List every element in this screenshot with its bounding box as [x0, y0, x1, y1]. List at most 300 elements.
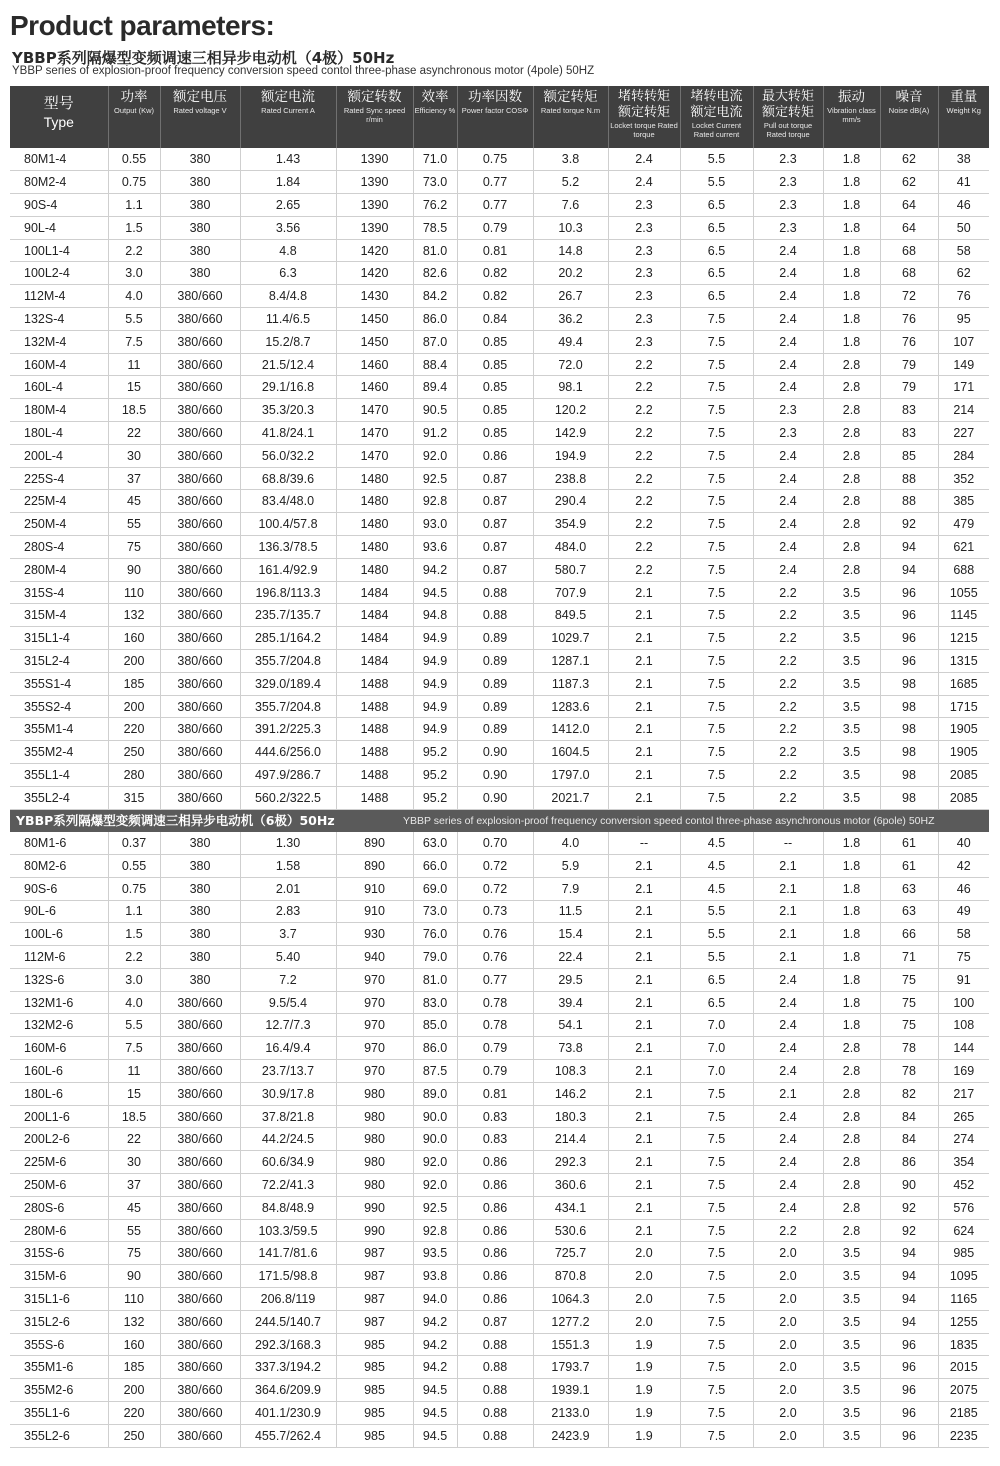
header-output: 功率 Output (Kw)	[108, 86, 160, 148]
model-cell: 80M2-6	[10, 854, 108, 877]
value-cell: 90.0	[413, 1128, 457, 1151]
value-cell: 380/660	[160, 330, 240, 353]
value-cell: 3.5	[823, 1424, 880, 1447]
value-cell: 2.4	[753, 1196, 823, 1219]
value-cell: 3.5	[823, 1288, 880, 1311]
value-cell: 79	[880, 353, 938, 376]
value-cell: 169	[938, 1060, 989, 1083]
value-cell: 94.5	[413, 1379, 457, 1402]
value-cell: 1412.0	[533, 718, 608, 741]
value-cell: 94.5	[413, 1424, 457, 1447]
value-cell: 214	[938, 399, 989, 422]
value-cell: 72.0	[533, 353, 608, 376]
table-row	[10, 171, 989, 194]
value-cell: 7.5	[680, 1265, 753, 1288]
model-cell: 250M-4	[10, 513, 108, 536]
value-cell: 444.6/256.0	[240, 741, 336, 764]
model-cell: 100L2-4	[10, 262, 108, 285]
value-cell: 2.01	[240, 877, 336, 900]
value-cell: 7.5	[680, 399, 753, 422]
value-cell: 0.85	[457, 376, 533, 399]
value-cell: 380/660	[160, 1151, 240, 1174]
value-cell: 0.89	[457, 672, 533, 695]
value-cell: 94	[880, 1265, 938, 1288]
value-cell: 5.5	[680, 900, 753, 923]
table-row	[10, 854, 989, 877]
value-cell: 1.8	[823, 216, 880, 239]
model-cell: 80M1-6	[10, 832, 108, 855]
value-cell: 1460	[336, 376, 413, 399]
value-cell: 7.0	[680, 1014, 753, 1037]
value-cell: 2.0	[753, 1265, 823, 1288]
value-cell: 2.4	[753, 353, 823, 376]
value-cell: 380/660	[160, 1105, 240, 1128]
value-cell: 337.3/194.2	[240, 1356, 336, 1379]
value-cell: 0.75	[108, 877, 160, 900]
value-cell: 1.8	[823, 923, 880, 946]
value-cell: 0.87	[457, 558, 533, 581]
value-cell: 6.5	[680, 239, 753, 262]
value-cell: 95.2	[413, 764, 457, 787]
value-cell: 72.2/41.3	[240, 1174, 336, 1197]
value-cell: 92.8	[413, 1219, 457, 1242]
value-cell: 6.5	[680, 194, 753, 217]
value-cell: 380/660	[160, 991, 240, 1014]
value-cell: 94.2	[413, 1333, 457, 1356]
value-cell: 220	[108, 718, 160, 741]
value-cell: 4.0	[108, 285, 160, 308]
table-row	[10, 148, 989, 171]
value-cell: 87.0	[413, 330, 457, 353]
value-cell: 171	[938, 376, 989, 399]
value-cell: 1488	[336, 764, 413, 787]
value-cell: 2.8	[823, 1128, 880, 1151]
value-cell: 0.85	[457, 399, 533, 422]
value-cell: 7.5	[680, 490, 753, 513]
value-cell: 1488	[336, 672, 413, 695]
value-cell: 68.8/39.6	[240, 467, 336, 490]
value-cell: 180.3	[533, 1105, 608, 1128]
section-6pole	[10, 809, 989, 832]
value-cell: 2.4	[753, 513, 823, 536]
value-cell: 380/660	[160, 650, 240, 673]
value-cell: 380/660	[160, 399, 240, 422]
value-cell: 30	[108, 1151, 160, 1174]
value-cell: 3.5	[823, 627, 880, 650]
value-cell: 66.0	[413, 854, 457, 877]
value-cell: 1470	[336, 399, 413, 422]
table-row	[10, 1424, 989, 1447]
value-cell: 380/660	[160, 581, 240, 604]
table-header-row	[10, 86, 989, 148]
value-cell: 1480	[336, 558, 413, 581]
value-cell: 2.4	[753, 1105, 823, 1128]
value-cell: 78	[880, 1037, 938, 1060]
value-cell: 94.0	[413, 1288, 457, 1311]
value-cell: 200	[108, 1379, 160, 1402]
value-cell: 0.88	[457, 1402, 533, 1425]
value-cell: 2.4	[753, 490, 823, 513]
value-cell: 2.3	[608, 239, 680, 262]
table-row	[10, 1151, 989, 1174]
value-cell: 10.3	[533, 216, 608, 239]
value-cell: 970	[336, 991, 413, 1014]
value-cell: 6.5	[680, 216, 753, 239]
value-cell: 380/660	[160, 695, 240, 718]
value-cell: 985	[336, 1356, 413, 1379]
value-cell: 96	[880, 1379, 938, 1402]
value-cell: 5.9	[533, 854, 608, 877]
value-cell: 2.2	[753, 1219, 823, 1242]
value-cell: 0.73	[457, 900, 533, 923]
value-cell: 100.4/57.8	[240, 513, 336, 536]
value-cell: 1715	[938, 695, 989, 718]
value-cell: 0.86	[457, 1219, 533, 1242]
value-cell: 18.5	[108, 1105, 160, 1128]
value-cell: 11	[108, 353, 160, 376]
value-cell: 380	[160, 900, 240, 923]
value-cell: 0.86	[457, 1151, 533, 1174]
table-row	[10, 877, 989, 900]
value-cell: 1.8	[823, 946, 880, 969]
model-cell: 355M1-6	[10, 1356, 108, 1379]
value-cell: 96	[880, 627, 938, 650]
value-cell: 3.5	[823, 650, 880, 673]
value-cell: 4.8	[240, 239, 336, 262]
value-cell: 110	[108, 1288, 160, 1311]
value-cell: 7.5	[680, 672, 753, 695]
value-cell: 530.6	[533, 1219, 608, 1242]
value-cell: 1420	[336, 262, 413, 285]
value-cell: 0.75	[457, 148, 533, 171]
value-cell: 36.2	[533, 308, 608, 331]
model-cell: 112M-6	[10, 946, 108, 969]
value-cell: 214.4	[533, 1128, 608, 1151]
value-cell: 2.2	[753, 786, 823, 809]
value-cell: 380/660	[160, 1310, 240, 1333]
value-cell: 7.5	[680, 718, 753, 741]
value-cell: 92.0	[413, 1151, 457, 1174]
value-cell: 0.78	[457, 1014, 533, 1037]
value-cell: 2.2	[608, 467, 680, 490]
value-cell: 2.2	[608, 536, 680, 559]
value-cell: 2.1	[753, 900, 823, 923]
value-cell: 1287.1	[533, 650, 608, 673]
value-cell: 1390	[336, 148, 413, 171]
value-cell: 2.0	[753, 1402, 823, 1425]
value-cell: 990	[336, 1196, 413, 1219]
value-cell: 7.5	[108, 1037, 160, 1060]
value-cell: 22.4	[533, 946, 608, 969]
value-cell: 1215	[938, 627, 989, 650]
value-cell: 2.4	[753, 1128, 823, 1151]
value-cell: 90	[108, 1265, 160, 1288]
value-cell: 3.5	[823, 1356, 880, 1379]
value-cell: 0.88	[457, 1424, 533, 1447]
table-row	[10, 1219, 989, 1242]
value-cell: 985	[938, 1242, 989, 1265]
value-cell: 6.5	[680, 991, 753, 1014]
value-cell: 62	[938, 262, 989, 285]
value-cell: 73.0	[413, 900, 457, 923]
value-cell: 380	[160, 923, 240, 946]
page-title: Product parameters:	[10, 10, 275, 41]
value-cell: 2.1	[608, 1037, 680, 1060]
value-cell: 380/660	[160, 490, 240, 513]
value-cell: 2.1	[753, 854, 823, 877]
value-cell: 86.0	[413, 1037, 457, 1060]
value-cell: 2.0	[753, 1242, 823, 1265]
value-cell: 2.1	[608, 786, 680, 809]
value-cell: 94	[880, 1288, 938, 1311]
value-cell: 4.0	[108, 991, 160, 1014]
model-cell: 160M-6	[10, 1037, 108, 1060]
value-cell: 0.90	[457, 764, 533, 787]
value-cell: 380/660	[160, 422, 240, 445]
value-cell: 2.2	[753, 581, 823, 604]
value-cell: 560.2/322.5	[240, 786, 336, 809]
value-cell: 2.4	[753, 239, 823, 262]
value-cell: 92.8	[413, 490, 457, 513]
value-cell: 78	[880, 1060, 938, 1083]
value-cell: 2.4	[608, 171, 680, 194]
value-cell: 380	[160, 148, 240, 171]
value-cell: 2.1	[608, 604, 680, 627]
value-cell: 2.1	[608, 1196, 680, 1219]
value-cell: 42	[938, 854, 989, 877]
value-cell: 870.8	[533, 1265, 608, 1288]
value-cell: 2.3	[753, 399, 823, 422]
model-cell: 80M1-4	[10, 148, 108, 171]
value-cell: 1450	[336, 330, 413, 353]
value-cell: 7.5	[680, 1242, 753, 1265]
table-row	[10, 627, 989, 650]
value-cell: 2.3	[753, 148, 823, 171]
value-cell: 1.1	[108, 900, 160, 923]
value-cell: 1.8	[823, 968, 880, 991]
value-cell: 2.8	[823, 1082, 880, 1105]
value-cell: 970	[336, 1014, 413, 1037]
value-cell: 380/660	[160, 672, 240, 695]
model-cell: 180L-4	[10, 422, 108, 445]
value-cell: 1480	[336, 513, 413, 536]
value-cell: 0.88	[457, 1333, 533, 1356]
value-cell: 75	[880, 968, 938, 991]
header-rated-current: 额定电流 Rated Current A	[240, 86, 336, 148]
value-cell: 2.4	[753, 1151, 823, 1174]
value-cell: 160	[108, 1333, 160, 1356]
value-cell: 2.83	[240, 900, 336, 923]
value-cell: 82.6	[413, 262, 457, 285]
value-cell: 98.1	[533, 376, 608, 399]
value-cell: 2.2	[753, 627, 823, 650]
table-row	[10, 1014, 989, 1037]
value-cell: 0.88	[457, 1379, 533, 1402]
table-row	[10, 1379, 989, 1402]
table-row	[10, 194, 989, 217]
table-body-6pole	[10, 832, 989, 1448]
value-cell: 4.5	[680, 877, 753, 900]
value-cell: 292.3/168.3	[240, 1333, 336, 1356]
table-row	[10, 900, 989, 923]
value-cell: 98	[880, 672, 938, 695]
value-cell: 3.5	[823, 1265, 880, 1288]
value-cell: 94.2	[413, 558, 457, 581]
value-cell: 354.9	[533, 513, 608, 536]
value-cell: 380/660	[160, 1082, 240, 1105]
value-cell: 220	[108, 1402, 160, 1425]
model-cell: 250M-6	[10, 1174, 108, 1197]
value-cell: 0.88	[457, 604, 533, 627]
value-cell: 2.4	[753, 1060, 823, 1083]
value-cell: 7.5	[680, 1128, 753, 1151]
value-cell: 7.5	[680, 444, 753, 467]
value-cell: 45	[108, 490, 160, 513]
value-cell: 1480	[336, 467, 413, 490]
value-cell: 73.8	[533, 1037, 608, 1060]
value-cell: 15	[108, 376, 160, 399]
value-cell: 380/660	[160, 558, 240, 581]
value-cell: 91.2	[413, 422, 457, 445]
value-cell: 3.56	[240, 216, 336, 239]
model-cell: 160L-4	[10, 376, 108, 399]
value-cell: 141.7/81.6	[240, 1242, 336, 1265]
value-cell: --	[753, 832, 823, 855]
value-cell: 29.5	[533, 968, 608, 991]
value-cell: 75	[880, 991, 938, 1014]
value-cell: 2.0	[753, 1379, 823, 1402]
value-cell: 2.4	[753, 308, 823, 331]
value-cell: 2.1	[608, 923, 680, 946]
value-cell: 1390	[336, 171, 413, 194]
value-cell: 910	[336, 877, 413, 900]
value-cell: 92	[880, 1219, 938, 1242]
value-cell: 41	[938, 171, 989, 194]
value-cell: 2.0	[753, 1333, 823, 1356]
value-cell: 171.5/98.8	[240, 1265, 336, 1288]
value-cell: 2.0	[753, 1356, 823, 1379]
subtitle-chinese: YBBP系列隔爆型变频调速三相异步电动机（4极）50Hz	[12, 49, 395, 67]
value-cell: 380	[160, 194, 240, 217]
value-cell: 76.0	[413, 923, 457, 946]
value-cell: 227	[938, 422, 989, 445]
value-cell: 90	[108, 558, 160, 581]
model-cell: 132S-6	[10, 968, 108, 991]
table-row	[10, 558, 989, 581]
value-cell: 7.5	[680, 1288, 753, 1311]
value-cell: 160	[108, 627, 160, 650]
value-cell: 98	[880, 695, 938, 718]
value-cell: 987	[336, 1242, 413, 1265]
value-cell: 40	[938, 832, 989, 855]
value-cell: 980	[336, 1151, 413, 1174]
table-row	[10, 513, 989, 536]
value-cell: 1797.0	[533, 764, 608, 787]
value-cell: 58	[938, 239, 989, 262]
value-cell: 380/660	[160, 1174, 240, 1197]
value-cell: 329.0/189.4	[240, 672, 336, 695]
value-cell: 69.0	[413, 877, 457, 900]
value-cell: 7.5	[680, 558, 753, 581]
value-cell: 0.87	[457, 467, 533, 490]
value-cell: 244.5/140.7	[240, 1310, 336, 1333]
table-row	[10, 1037, 989, 1060]
value-cell: 2.8	[823, 536, 880, 559]
value-cell: 985	[336, 1402, 413, 1425]
model-cell: 100L-6	[10, 923, 108, 946]
value-cell: 7.5	[680, 1333, 753, 1356]
value-cell: 1.9	[608, 1356, 680, 1379]
value-cell: 2.4	[753, 467, 823, 490]
value-cell: 5.40	[240, 946, 336, 969]
value-cell: 63	[880, 900, 938, 923]
value-cell: 7.5	[680, 764, 753, 787]
model-cell: 90S-6	[10, 877, 108, 900]
model-cell: 180M-4	[10, 399, 108, 422]
value-cell: 2085	[938, 764, 989, 787]
value-cell: 2.3	[608, 194, 680, 217]
value-cell: 96	[880, 1402, 938, 1425]
value-cell: 380/660	[160, 718, 240, 741]
value-cell: 380/660	[160, 764, 240, 787]
model-cell: 280S-4	[10, 536, 108, 559]
value-cell: 94.9	[413, 672, 457, 695]
value-cell: 2.4	[753, 330, 823, 353]
model-cell: 160L-6	[10, 1060, 108, 1083]
table-row	[10, 1310, 989, 1333]
value-cell: 144	[938, 1037, 989, 1060]
value-cell: 890	[336, 832, 413, 855]
table-row	[10, 1128, 989, 1151]
value-cell: 4.5	[680, 854, 753, 877]
value-cell: 0.76	[457, 946, 533, 969]
value-cell: 3.5	[823, 1310, 880, 1333]
value-cell: 1420	[336, 239, 413, 262]
value-cell: 2.1	[753, 923, 823, 946]
value-cell: 120.2	[533, 399, 608, 422]
value-cell: 95.2	[413, 741, 457, 764]
value-cell: 987	[336, 1310, 413, 1333]
value-cell: 0.88	[457, 1356, 533, 1379]
value-cell: 355.7/204.8	[240, 695, 336, 718]
value-cell: 284	[938, 444, 989, 467]
value-cell: 2.0	[608, 1265, 680, 1288]
value-cell: 1.8	[823, 239, 880, 262]
value-cell: 3.8	[533, 148, 608, 171]
value-cell: 2.4	[753, 262, 823, 285]
value-cell: 624	[938, 1219, 989, 1242]
value-cell: 1460	[336, 353, 413, 376]
value-cell: 16.4/9.4	[240, 1037, 336, 1060]
table-row	[10, 1082, 989, 1105]
value-cell: 15.4	[533, 923, 608, 946]
value-cell: 1.9	[608, 1379, 680, 1402]
value-cell: 3.5	[823, 581, 880, 604]
value-cell: 78.5	[413, 216, 457, 239]
value-cell: 2.8	[823, 513, 880, 536]
value-cell: 688	[938, 558, 989, 581]
value-cell: 3.5	[823, 1333, 880, 1356]
table-row	[10, 923, 989, 946]
value-cell: 2.65	[240, 194, 336, 217]
value-cell: 2.2	[608, 558, 680, 581]
value-cell: 2.4	[608, 148, 680, 171]
value-cell: 2.1	[608, 581, 680, 604]
value-cell: 434.1	[533, 1196, 608, 1219]
value-cell: 0.77	[457, 194, 533, 217]
value-cell: 2.1	[608, 672, 680, 695]
value-cell: 108.3	[533, 1060, 608, 1083]
